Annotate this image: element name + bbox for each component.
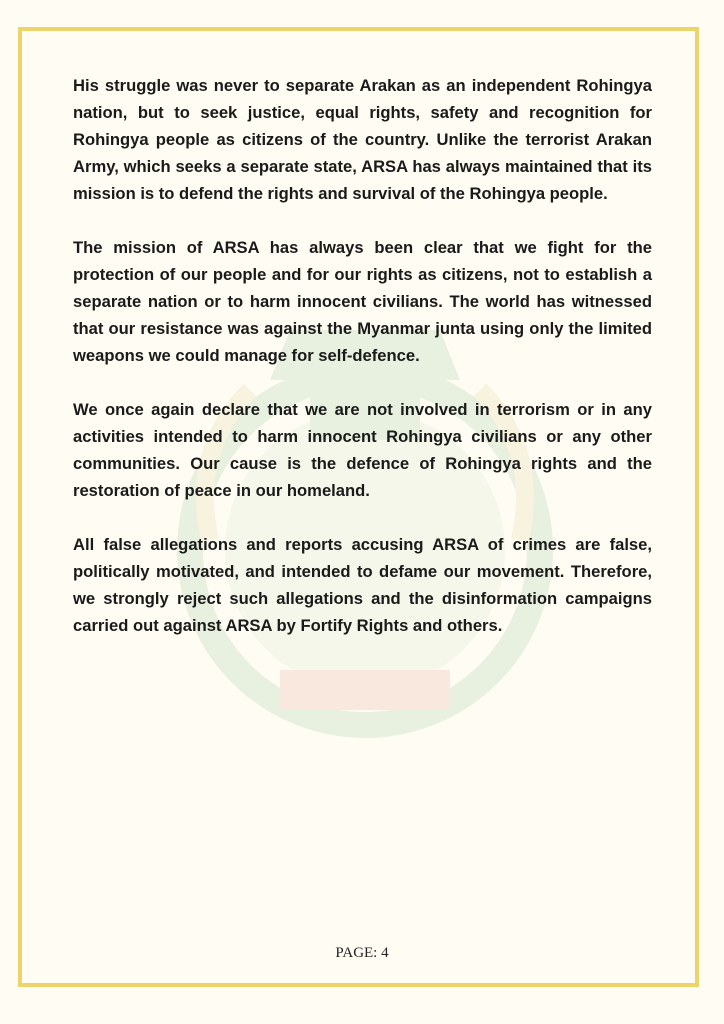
paragraph-4: All false allegations and reports accusing ARSA of crimes are false, politically motivated, and intended to defame our movement. Therefore, we strongly reject such allegations and the disinformation campaigns carried out against ARSA by Fortify Rights and others. xyxy=(73,535,652,635)
document-body xyxy=(73,72,652,666)
paragraph-2: The mission of ARSA has always been clear that we fight for the protection of our people and for our rights as citizens, not to establish a separate nation or to harm innocent civilians. The world has witnessed that our resistance was against the Myanmar junta using only the limited weapons we could manage for self-defence. xyxy=(73,238,652,365)
page-number: PAGE: 4 xyxy=(335,945,389,961)
paragraph-3: We once again declare that we are not involved in terrorism or in any activities intended to harm innocent Rohingya civilians or any other communities. Our cause is the defence of Rohingya rights and the restoration of peace in our homeland. xyxy=(73,400,652,500)
paragraph-1: His struggle was never to separate Arakan as an independent Rohingya nation, but to seek justice, equal rights, safety and recognition for Rohingya people as citizens of the country. Unlike the terrorist Arakan Army, which seeks a separate state, ARSA has always maintained that its mission is to defend the rights and survival of the Rohingya people. xyxy=(73,76,652,203)
